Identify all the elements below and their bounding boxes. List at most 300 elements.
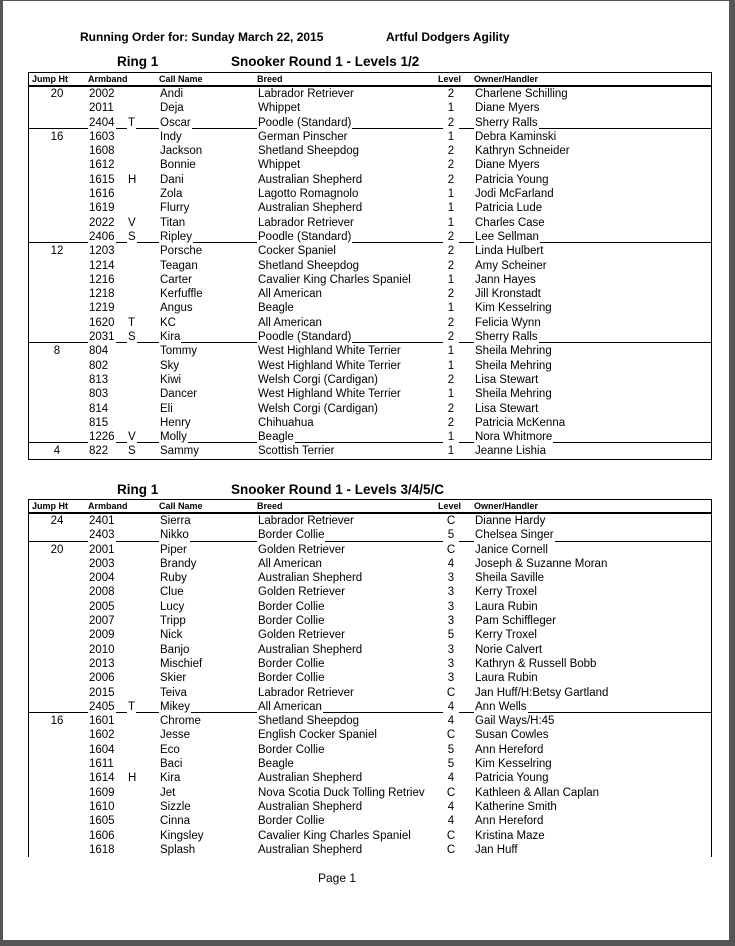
owner-handler-cell: Sheila Saville — [475, 572, 545, 585]
table-row — [29, 671, 711, 685]
armband-cell: 2405 — [89, 700, 115, 713]
armband-cell: 2006 — [89, 672, 115, 685]
owner-handler-cell: Sheila Mehring — [475, 359, 552, 372]
table-row — [29, 614, 711, 628]
owner-handler-cell: Jill Kronstadt — [475, 288, 541, 301]
breed-cell: Australian Shepherd — [258, 572, 363, 585]
call-name-cell: Dancer — [160, 388, 198, 401]
call-name-cell: Tommy — [160, 345, 198, 358]
level-cell: 1 — [443, 301, 459, 315]
table-row — [29, 714, 711, 728]
breed-cell: Beagle — [258, 302, 294, 315]
breed-cell: Lagotto Romagnolo — [258, 188, 359, 201]
jump-height-cell: 20 — [45, 543, 69, 557]
breed-cell: Labrador Retriever — [258, 88, 354, 100]
call-name-cell: Sammy — [160, 445, 199, 458]
call-name-cell: Mischief — [160, 657, 203, 670]
table-row — [29, 216, 711, 230]
armband-cell: 804 — [89, 345, 109, 358]
breed-cell: Whippet — [258, 159, 301, 172]
table-row — [29, 557, 711, 571]
level-cell: 2 — [443, 230, 459, 244]
round-label: Snooker Round 1 - Levels 3/4/5/C — [231, 482, 445, 497]
table-row — [29, 402, 711, 416]
owner-handler-cell: Kathleen & Allan Caplan — [475, 786, 600, 799]
level-cell: 3 — [443, 585, 459, 599]
col-owner-handler: Owner/Handler — [474, 501, 539, 511]
document-title — [80, 30, 510, 44]
armband-cell: 2001 — [89, 543, 115, 556]
call-name-cell: Eli — [160, 402, 173, 415]
level-cell: 3 — [443, 657, 459, 671]
breed-cell: Shetland Sheepdog — [258, 715, 360, 728]
breed-cell: Nova Scotia Duck Tolling Retriev — [258, 786, 425, 799]
owner-handler-cell: Chelsea Singer — [475, 529, 554, 542]
col-armband: Armband — [88, 74, 128, 84]
owner-handler-cell: Lisa Stewart — [475, 373, 539, 386]
breed-cell: German Pinscher — [258, 130, 348, 143]
level-cell: 2 — [443, 402, 459, 416]
armband-cell: 2007 — [89, 615, 115, 628]
owner-handler-cell: Jan Huff/H:Betsy Gartland — [475, 686, 609, 699]
level-cell: 1 — [443, 201, 459, 215]
table-row — [29, 643, 711, 657]
armband-cell: 2002 — [89, 88, 115, 100]
armband-cell: 1618 — [89, 843, 115, 856]
breed-cell: Chihuahua — [258, 416, 314, 429]
call-name-cell: Molly — [160, 431, 187, 444]
breed-cell: West Highland White Terrier — [258, 388, 401, 401]
level-cell: C — [443, 728, 459, 742]
breed-cell: All American — [258, 557, 322, 570]
round-label: Snooker Round 1 - Levels 1/2 — [231, 54, 420, 69]
owner-handler-cell: Kim Kesselring — [475, 758, 552, 771]
breed-cell: Golden Retriever — [258, 543, 345, 556]
level-cell: 4 — [443, 771, 459, 785]
call-name-cell: Tripp — [160, 615, 186, 628]
owner-handler-cell: Sheila Mehring — [475, 388, 552, 401]
table-row — [29, 301, 711, 315]
table-row — [29, 814, 711, 828]
table-row — [29, 430, 711, 444]
call-name-cell: Kingsley — [160, 829, 204, 842]
table-row — [29, 116, 711, 130]
owner-handler-cell: Laura Rubin — [475, 600, 538, 613]
col-call-name: Call Name — [159, 74, 203, 84]
table-row — [29, 230, 711, 244]
owner-handler-cell: Charles Case — [475, 216, 545, 229]
col-level: Level — [438, 74, 462, 84]
call-name-cell: Jesse — [160, 729, 191, 742]
breed-cell: Border Collie — [258, 529, 325, 542]
breed-cell: Border Collie — [258, 815, 325, 828]
table-row — [29, 585, 711, 599]
level-cell: 1 — [443, 344, 459, 358]
col-jump-height: Jump Ht — [32, 501, 68, 511]
table-row — [29, 287, 711, 301]
breed-cell: All American — [258, 316, 322, 329]
breed-cell: Border Collie — [258, 600, 325, 613]
call-name-cell: Titan — [160, 216, 186, 229]
owner-handler-cell: Janice Cornell — [475, 543, 548, 556]
armband-flag-cell: V — [128, 216, 136, 229]
call-name-cell: Indy — [160, 130, 182, 143]
table-header — [29, 72, 711, 87]
table-row — [29, 829, 711, 843]
level-cell: 1 — [443, 430, 459, 444]
call-name-cell: Kiwi — [160, 373, 182, 386]
table-body — [29, 514, 711, 857]
owner-handler-cell: Linda Hulbert — [475, 245, 544, 258]
table-row — [29, 201, 711, 215]
call-name-cell: Flurry — [160, 202, 190, 215]
owner-handler-cell: Patricia Young — [475, 772, 549, 785]
running-order-date: Running Order for: Sunday March 22, 2015 — [80, 30, 324, 44]
table-row — [29, 330, 711, 344]
running-order-table-2 — [28, 499, 712, 857]
level-cell: 5 — [443, 528, 459, 542]
breed-cell: Cavalier King Charles Spaniel — [258, 829, 411, 842]
call-name-cell: Kira — [160, 772, 181, 785]
level-cell: 1 — [443, 387, 459, 401]
jump-height-cell: 4 — [45, 444, 69, 458]
level-cell: 4 — [443, 714, 459, 728]
armband-cell: 1611 — [89, 758, 114, 771]
table-row — [29, 800, 711, 814]
level-cell: 5 — [443, 757, 459, 771]
running-order-table-1 — [28, 72, 712, 460]
call-name-cell: Splash — [160, 843, 196, 856]
call-name-cell: Angus — [160, 302, 193, 315]
call-name-cell: Cinna — [160, 815, 191, 828]
call-name-cell: Ruby — [160, 572, 187, 585]
owner-handler-cell: Kathryn Schneider — [475, 145, 570, 158]
armband-cell: 1608 — [89, 145, 115, 158]
jump-height-cell: 12 — [45, 244, 69, 258]
owner-handler-cell: Joseph & Suzanne Moran — [475, 557, 608, 570]
table-row — [29, 444, 711, 458]
breed-cell: Poodle (Standard) — [258, 230, 352, 243]
col-owner-handler: Owner/Handler — [474, 74, 539, 84]
call-name-cell: Teiva — [160, 686, 187, 699]
table-row — [29, 543, 711, 557]
breed-cell: Welsh Corgi (Cardigan) — [258, 402, 378, 415]
owner-handler-cell: Norie Calvert — [475, 643, 543, 656]
owner-handler-cell: Patricia McKenna — [475, 416, 566, 429]
armband-cell: 1219 — [89, 302, 115, 315]
ring-label: Ring 1 — [117, 482, 159, 497]
breed-cell: Whippet — [258, 102, 301, 115]
armband-cell: 1606 — [89, 829, 115, 842]
breed-cell: Welsh Corgi (Cardigan) — [258, 373, 378, 386]
level-cell: 1 — [443, 101, 459, 115]
call-name-cell: Nick — [160, 629, 183, 642]
armband-flag-cell: T — [128, 116, 136, 129]
level-cell: 1 — [443, 444, 459, 458]
level-cell: 3 — [443, 600, 459, 614]
breed-cell: West Highland White Terrier — [258, 359, 401, 372]
armband-cell: 2003 — [89, 557, 115, 570]
table-row — [29, 244, 711, 258]
breed-cell: Scottish Terrier — [258, 445, 335, 458]
armband-cell: 2406 — [89, 230, 115, 243]
armband-flag-cell: H — [128, 173, 137, 186]
col-breed: Breed — [257, 501, 283, 511]
breed-cell: Australian Shepherd — [258, 202, 363, 215]
call-name-cell: Porsche — [160, 245, 203, 258]
armband-flag-cell: T — [128, 700, 136, 713]
owner-handler-cell: Jan Huff — [475, 843, 518, 856]
breed-cell: Cocker Spaniel — [258, 245, 336, 258]
armband-cell: 1616 — [89, 188, 115, 201]
armband-cell: 2013 — [89, 657, 115, 670]
owner-handler-cell: Kathryn & Russell Bobb — [475, 657, 597, 670]
level-cell: 2 — [443, 373, 459, 387]
breed-cell: Poodle (Standard) — [258, 331, 352, 344]
table-body — [29, 87, 711, 459]
breed-cell: Labrador Retriever — [258, 686, 354, 699]
level-cell: C — [443, 829, 459, 843]
level-cell: 2 — [443, 316, 459, 330]
armband-cell: 1601 — [89, 715, 115, 728]
owner-handler-cell: Susan Cowles — [475, 729, 549, 742]
armband-cell: 2011 — [89, 102, 114, 115]
owner-handler-cell: Kim Kesselring — [475, 302, 552, 315]
level-cell: 1 — [443, 273, 459, 287]
owner-handler-cell: Ann Hereford — [475, 743, 544, 756]
level-cell: 2 — [443, 116, 459, 130]
group-separator — [29, 541, 711, 542]
club-name: Artful Dodgers Agility — [386, 30, 510, 44]
breed-cell: Poodle (Standard) — [258, 116, 352, 129]
level-cell: 4 — [443, 700, 459, 714]
call-name-cell: Zola — [160, 188, 183, 201]
breed-cell: Australian Shepherd — [258, 173, 363, 186]
call-name-cell: Andi — [160, 88, 184, 100]
level-cell: C — [443, 686, 459, 700]
owner-handler-cell: Laura Rubin — [475, 672, 538, 685]
table-row — [29, 657, 711, 671]
owner-handler-cell: Charlene Schilling — [475, 88, 568, 100]
breed-cell: West Highland White Terrier — [258, 345, 401, 358]
owner-handler-cell: Amy Scheiner — [475, 259, 547, 272]
table-row — [29, 187, 711, 201]
call-name-cell: Banjo — [160, 643, 190, 656]
page-number: Page 1 — [318, 871, 357, 885]
armband-cell: 802 — [89, 359, 109, 372]
col-call-name: Call Name — [159, 501, 203, 511]
call-name-cell: Baci — [160, 758, 183, 771]
breed-cell: Australian Shepherd — [258, 843, 363, 856]
call-name-cell: Nikko — [160, 529, 189, 542]
owner-handler-cell: Gail Ways/H:45 — [475, 715, 555, 728]
level-cell: 2 — [443, 158, 459, 172]
call-name-cell: Jet — [160, 786, 176, 799]
table-row — [29, 130, 711, 144]
call-name-cell: Carter — [160, 273, 192, 286]
owner-handler-cell: Ann Hereford — [475, 815, 544, 828]
breed-cell: English Cocker Spaniel — [258, 729, 377, 742]
level-cell: 1 — [443, 130, 459, 144]
armband-cell: 1218 — [89, 288, 115, 301]
call-name-cell: Lucy — [160, 600, 185, 613]
level-cell: 2 — [443, 173, 459, 187]
level-cell: 2 — [443, 287, 459, 301]
table-row — [29, 273, 711, 287]
armband-cell: 2008 — [89, 586, 115, 599]
armband-cell: 1602 — [89, 729, 115, 742]
owner-handler-cell: Jodi McFarland — [475, 188, 554, 201]
call-name-cell: Sizzle — [160, 800, 191, 813]
armband-flag-cell: H — [128, 772, 137, 785]
armband-cell: 815 — [89, 416, 109, 429]
call-name-cell: Henry — [160, 416, 191, 429]
table-row — [29, 528, 711, 542]
owner-handler-cell: Sherry Ralls — [475, 331, 538, 344]
armband-cell: 1216 — [89, 273, 115, 286]
call-name-cell: Kerfuffle — [160, 288, 203, 301]
armband-cell: 1605 — [89, 815, 115, 828]
ring-label: Ring 1 — [117, 54, 159, 69]
table-row — [29, 344, 711, 358]
owner-handler-cell: Jann Hayes — [475, 273, 536, 286]
owner-handler-cell: Felicia Wynn — [475, 316, 541, 329]
armband-cell: 2404 — [89, 116, 115, 129]
call-name-cell: Clue — [160, 586, 184, 599]
armband-cell: 2009 — [89, 629, 115, 642]
breed-cell: Australian Shepherd — [258, 643, 363, 656]
document-page — [3, 1, 729, 940]
table-row — [29, 158, 711, 172]
breed-cell: Border Collie — [258, 657, 325, 670]
level-cell: 4 — [443, 814, 459, 828]
breed-cell: Shetland Sheepdog — [258, 259, 360, 272]
breed-cell: Border Collie — [258, 672, 325, 685]
call-name-cell: Teagan — [160, 259, 198, 272]
armband-cell: 822 — [89, 445, 109, 458]
level-cell: C — [443, 514, 459, 528]
armband-cell: 803 — [89, 388, 109, 401]
breed-cell: Golden Retriever — [258, 629, 345, 642]
level-cell: 4 — [443, 557, 459, 571]
call-name-cell: Jackson — [160, 145, 203, 158]
armband-cell: 1214 — [89, 259, 115, 272]
table-row — [29, 743, 711, 757]
armband-cell: 814 — [89, 402, 109, 415]
call-name-cell: Piper — [160, 543, 187, 556]
level-cell: 1 — [443, 359, 459, 373]
armband-cell: 2401 — [89, 515, 115, 527]
breed-cell: All American — [258, 700, 322, 713]
table-row — [29, 843, 711, 857]
level-cell: 3 — [443, 643, 459, 657]
table-row — [29, 514, 711, 528]
owner-handler-cell: Kristina Maze — [475, 829, 545, 842]
owner-handler-cell: Sherry Ralls — [475, 116, 538, 129]
armband-cell: 2015 — [89, 686, 115, 699]
call-name-cell: Ripley — [160, 230, 192, 243]
breed-cell: Border Collie — [258, 615, 325, 628]
owner-handler-cell: Diane Myers — [475, 159, 540, 172]
breed-cell: Australian Shepherd — [258, 772, 363, 785]
jump-height-cell: 20 — [45, 87, 69, 101]
call-name-cell: Dani — [160, 173, 184, 186]
table-row — [29, 101, 711, 115]
owner-handler-cell: Kerry Troxel — [475, 586, 537, 599]
owner-handler-cell: Pam Schiffleger — [475, 615, 556, 628]
armband-cell: 2403 — [89, 529, 115, 542]
armband-cell: 2031 — [89, 331, 115, 344]
col-jump-height: Jump Ht — [32, 74, 68, 84]
table-row — [29, 771, 711, 785]
owner-handler-cell: Kerry Troxel — [475, 629, 537, 642]
call-name-cell: Mikey — [160, 700, 191, 713]
call-name-cell: Sierra — [160, 515, 191, 527]
owner-handler-cell: Jeanne Lishia — [475, 445, 546, 458]
armband-cell: 1619 — [89, 202, 115, 215]
call-name-cell: Deja — [160, 102, 184, 115]
level-cell: 1 — [443, 187, 459, 201]
owner-handler-cell: Lee Sellman — [475, 230, 539, 243]
col-breed: Breed — [257, 74, 283, 84]
owner-handler-cell: Patricia Young — [475, 173, 549, 186]
breed-cell: Golden Retriever — [258, 586, 345, 599]
level-cell: 1 — [443, 216, 459, 230]
call-name-cell: Kira — [160, 331, 181, 344]
call-name-cell: Eco — [160, 743, 180, 756]
breed-cell: All American — [258, 288, 322, 301]
level-cell: 2 — [443, 416, 459, 430]
table-header — [29, 499, 711, 514]
col-armband: Armband — [88, 501, 128, 511]
table-row — [29, 600, 711, 614]
table-row — [29, 259, 711, 273]
table-row — [29, 416, 711, 430]
armband-cell: 813 — [89, 373, 109, 386]
breed-cell: Australian Shepherd — [258, 800, 363, 813]
breed-cell: Cavalier King Charles Spaniel — [258, 273, 411, 286]
owner-handler-cell: Dianne Hardy — [475, 515, 546, 527]
jump-height-cell: 16 — [45, 714, 69, 728]
table-row — [29, 359, 711, 373]
jump-height-cell: 8 — [45, 344, 69, 358]
call-name-cell: Brandy — [160, 557, 197, 570]
table-row — [29, 786, 711, 800]
owner-handler-cell: Patricia Lude — [475, 202, 543, 215]
table-row — [29, 173, 711, 187]
level-cell: 3 — [443, 571, 459, 585]
call-name-cell: Bonnie — [160, 159, 196, 172]
table-row — [29, 728, 711, 742]
col-level: Level — [438, 501, 462, 511]
breed-cell: Labrador Retriever — [258, 216, 354, 229]
jump-height-cell: 16 — [45, 130, 69, 144]
armband-cell: 1203 — [89, 245, 115, 258]
table-row — [29, 700, 711, 714]
breed-cell: Shetland Sheepdog — [258, 145, 360, 158]
call-name-cell: KC — [160, 316, 176, 329]
level-cell: 2 — [443, 330, 459, 344]
breed-cell: Labrador Retriever — [258, 515, 354, 527]
level-cell: 2 — [443, 259, 459, 273]
armband-cell: 2010 — [89, 643, 115, 656]
table-row — [29, 571, 711, 585]
armband-cell: 1603 — [89, 130, 115, 143]
level-cell: 3 — [443, 614, 459, 628]
call-name-cell: Chrome — [160, 715, 201, 728]
armband-cell: 1620 — [89, 316, 115, 329]
level-cell: 5 — [443, 743, 459, 757]
